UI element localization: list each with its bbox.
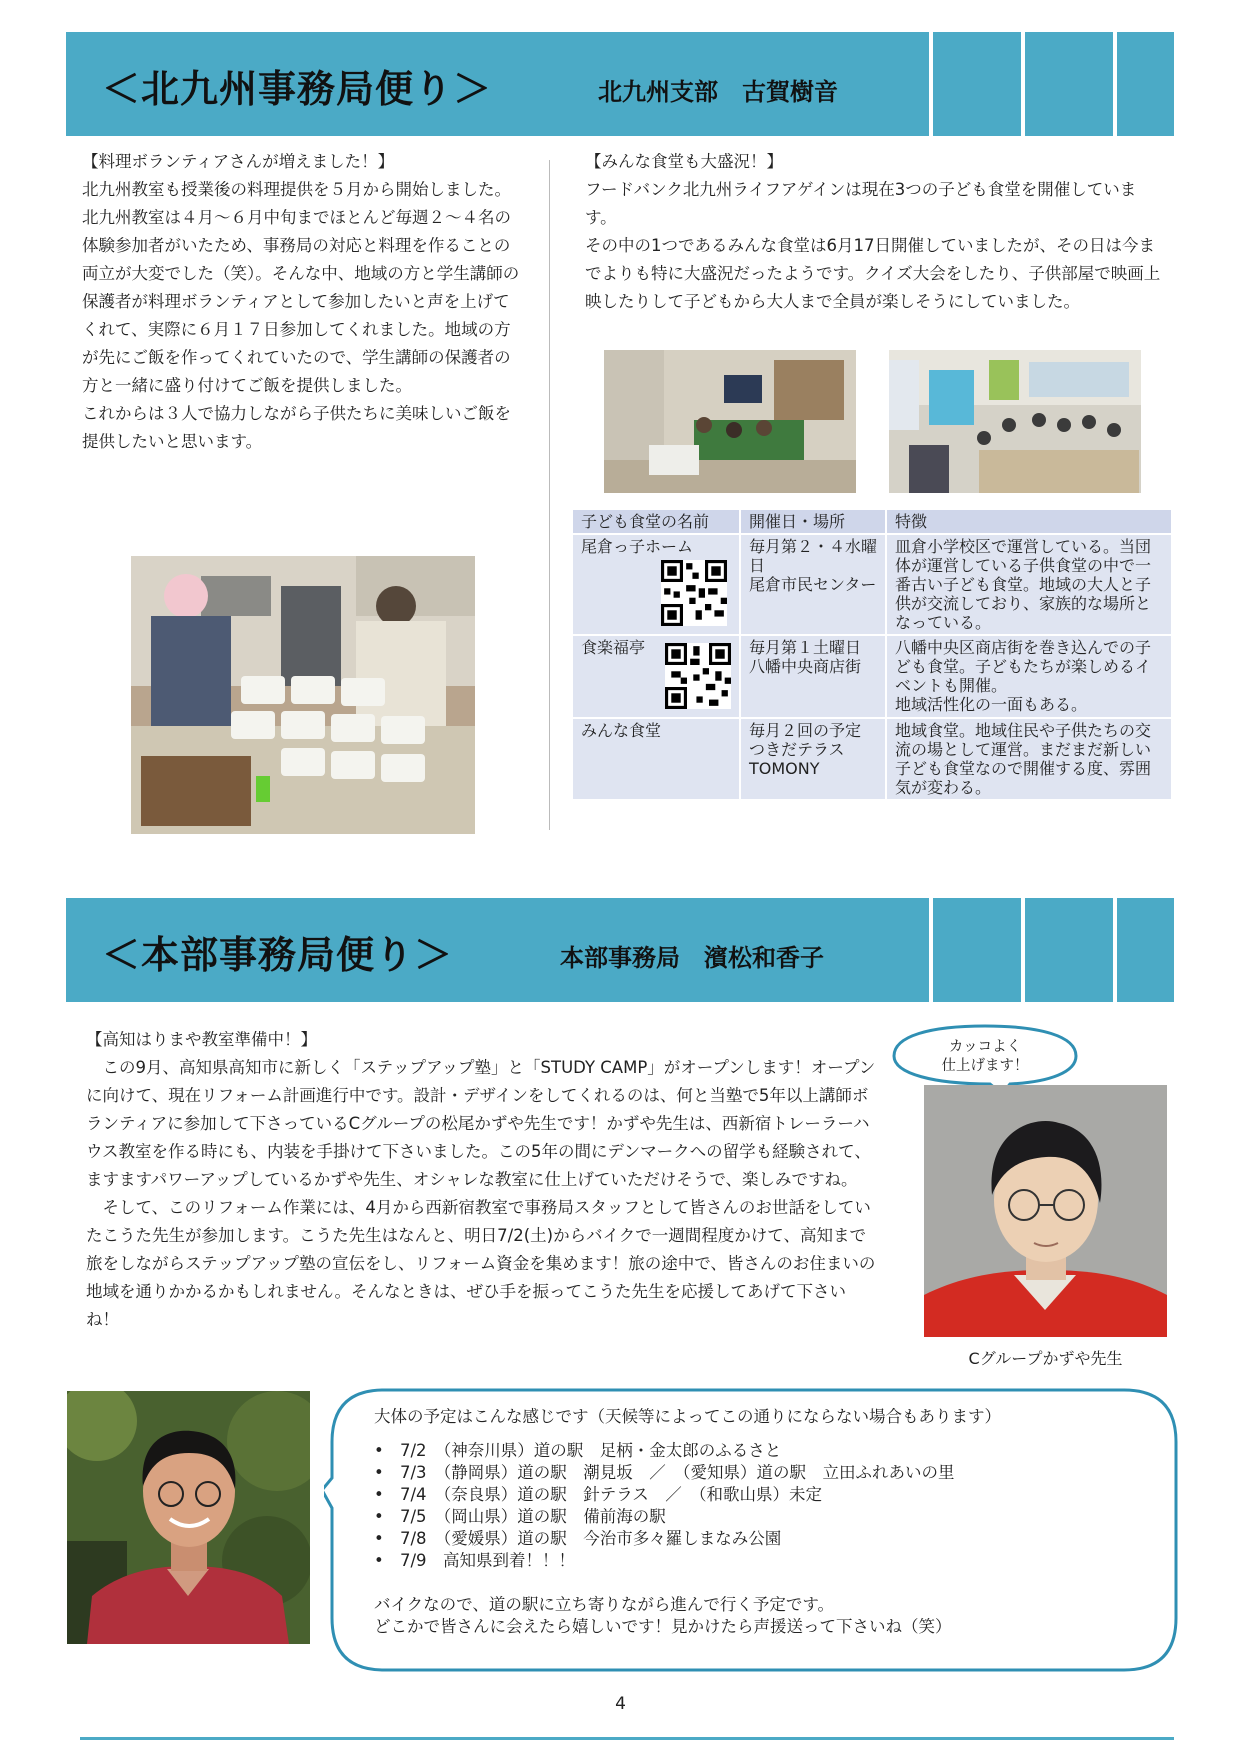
banner-block xyxy=(1117,898,1174,1002)
cafe-feature: 八幡中央区商店街を巻き込んでの子ども食堂。子どもたちが楽しめるイベントも開催。 xyxy=(895,638,1152,695)
banner-block xyxy=(1025,32,1113,136)
cafe-date: 毎月第２・４水曜日 xyxy=(749,537,878,575)
cafe-place: 八幡中央商店街 xyxy=(749,657,862,676)
table-header: 特徴 xyxy=(887,510,1171,533)
cafe-feature-cell: 皿倉小学校区で運営している。当団体が運営している子供食堂の中で一番古い子ども食堂。地域の大人と子供が交流しており、家族的な場所となっている。 xyxy=(887,535,1171,634)
schedule-item: • 7/5 （岡山県）道の駅 備前海の駅 xyxy=(374,1506,1164,1528)
kazuya-portrait xyxy=(924,1085,1167,1337)
cafe-date-cell xyxy=(741,636,885,717)
table-header: 開催日・場所 xyxy=(741,510,885,533)
minna-shokudo-article xyxy=(585,148,1165,316)
kodomo-shokudo-table xyxy=(571,508,1173,801)
article-heading: 【高知はりまや教室準備中！】 xyxy=(86,1030,317,1049)
banner-block xyxy=(933,32,1021,136)
speech-text xyxy=(890,1038,1080,1076)
cafe-date: 毎月２回の予定 xyxy=(749,721,862,740)
quiz-event-photo xyxy=(889,350,1141,493)
cooking-photo xyxy=(131,556,475,834)
page-number: 4 xyxy=(615,1694,626,1714)
table-row xyxy=(573,535,1171,634)
schedule-intro: 大体の予定はこんな感じです（天候等によってこの通りにならない場合もあります） xyxy=(374,1407,1001,1426)
article-paragraph: 北九州教室は４月～６月中旬までほとんど毎週２～４名の体験参加者がいたため、事務局の対応と料理を作ることの両立が大変でした（笑）。そんな中、地域の方と学生講師の保護者が料理ボランティアとして参加したいと声を上げてくれて、実際に６月１７日参加してくれました。地域の方が先にご飯を作ってくれていたので、学生講師の保護者の方と一緒に盛り付けてご飯を提供しました。 xyxy=(82,208,520,395)
banner-block xyxy=(1117,32,1174,136)
banner-block xyxy=(1025,898,1113,1002)
cafe-name-cell xyxy=(573,535,739,634)
cafe-name-cell: みんな食堂 xyxy=(573,719,739,799)
speech-bubble xyxy=(890,1022,1080,1094)
qr-code-icon xyxy=(665,643,731,709)
kota-portrait xyxy=(67,1391,310,1644)
schedule-item: • 7/9 高知県到着！！！ xyxy=(374,1550,1164,1572)
section-byline: 北九州支部 古賀樹音 xyxy=(598,78,838,106)
schedule-item: • 7/2 （神奈川県）道の駅 足柄・金太郎のふるさと xyxy=(374,1440,1164,1462)
article-heading: 【みんな食堂も大盛況！】 xyxy=(585,152,783,171)
kitakyushu-banner xyxy=(66,32,929,136)
cafe-feature-cell xyxy=(887,636,1171,717)
article-paragraph: フードバンク北九州ライフアゲインは現在3つの子ども食堂を開催しています。 xyxy=(585,180,1137,227)
table-header: 子ども食堂の名前 xyxy=(573,510,739,533)
banner-block xyxy=(933,898,1021,1002)
schedule-item: • 7/3 （静岡県）道の駅 潮見坂 ／ （愛知県）道の駅 立田ふれあいの里 xyxy=(374,1462,1164,1484)
schedule-outro: バイクなので、道の駅に立ち寄りながら進んで行く予定です。 xyxy=(374,1595,835,1614)
cafe-place: 尾倉市民センター xyxy=(749,575,877,594)
movie-room-photo xyxy=(604,350,856,493)
article-paragraph: 北九州教室も授業後の料理提供を５月から開始しました。 xyxy=(82,180,511,199)
schedule-content xyxy=(374,1406,1164,1638)
table-row xyxy=(573,719,1171,799)
cafe-date-cell xyxy=(741,719,885,799)
section-title: ＜北九州事務局便り＞ xyxy=(102,67,493,111)
table-row xyxy=(573,636,1171,717)
article-heading: 【料理ボランティアさんが増えました！】 xyxy=(82,152,395,171)
column-divider xyxy=(549,160,550,830)
speech-line: カッコよく xyxy=(948,1039,1022,1055)
schedule-outro: どこかで皆さんに会えたら嬉しいです！見かけたら声援送って下さいね（笑） xyxy=(374,1617,952,1636)
cafe-feature: 地域活性化の一面もある。 xyxy=(895,695,1088,714)
honbu-banner xyxy=(66,898,929,1002)
cafe-date-cell xyxy=(741,535,885,634)
article-paragraph: これからは３人で協力しながら子供たちに美味しいご飯を提供したいと思います。 xyxy=(82,404,511,451)
article-paragraph: その中の1つであるみんな食堂は6月17日開催していましたが、その日は今までよりも特に大盛況だったようです。クイズ大会をしたり、子供部屋で映画上映したりして子どもから大人まで全員が楽しそうにしていました。 xyxy=(585,236,1161,311)
table-header-row xyxy=(573,510,1171,533)
schedule-item: • 7/8 （愛媛県）道の駅 今治市多々羅しまなみ公園 xyxy=(374,1528,1164,1550)
portrait-caption: Cグループかずや先生 xyxy=(968,1349,1123,1368)
article-paragraph: そして、このリフォーム作業には、4月から西新宿教室で事務局スタッフとして皆さんのお世話をしていたこうた先生が参加します。こうた先生はなんと、明日7/2(土)からバイクで一週間程度かけて、高知まで旅をしながらステップアップ塾の宣伝をし、リフォーム資金を集めます！旅の途中で、皆さんのお住まいの地域を通りかかるかもしれません。そんなときは、ぜひ手を振ってこうた先生を応援してあげて下さいね！ xyxy=(86,1198,876,1329)
schedule-bubble xyxy=(324,1378,1188,1682)
cafe-date: 毎月第１土曜日 xyxy=(749,638,862,657)
kochi-article xyxy=(86,1026,876,1334)
schedule-item: • 7/4 （奈良県）道の駅 針テラス ／ （和歌山県）未定 xyxy=(374,1484,1164,1506)
section-byline: 本部事務局 濱松和香子 xyxy=(560,944,824,972)
section-title: ＜本部事務局便り＞ xyxy=(102,933,454,977)
qr-code-icon xyxy=(661,560,727,626)
cafe-name: 食楽福亭 xyxy=(581,638,646,657)
cafe-place: つきだテラスTOMONY xyxy=(749,740,845,778)
speech-line: 仕上げます！ xyxy=(941,1058,1029,1074)
article-paragraph: この9月、高知県高知市に新しく「ステップアップ塾」と「STUDY CAMP」がオープンします！オープンに向けて、現在リフォーム計画進行中です。設計・デザインをしてくれるのは、何と当塾で5年以上講師ボランティアに参加して下さっているCグループの松尾かずや先生です！かずや先生は、西新宿トレーラーハウス教室を作る時にも、内装を手掛けて下さいました。この5年の間にデンマークへの留学も経験されて、ますますパワーアップしているかずや先生、オシャレな教室に仕上げていただけそうで、楽しみですね。 xyxy=(86,1058,876,1189)
schedule-list xyxy=(374,1440,1164,1572)
cafe-feature-cell: 地域食堂。地域住民や子供たちの交流の場として運営。まだまだ新しい子ども食堂なので開催する度、雰囲気が変わる。 xyxy=(887,719,1171,799)
cooking-volunteer-article xyxy=(82,148,522,456)
cafe-name: 尾倉っ子ホーム xyxy=(581,537,694,556)
cafe-name-cell xyxy=(573,636,739,717)
footer-rule xyxy=(80,1737,1174,1740)
